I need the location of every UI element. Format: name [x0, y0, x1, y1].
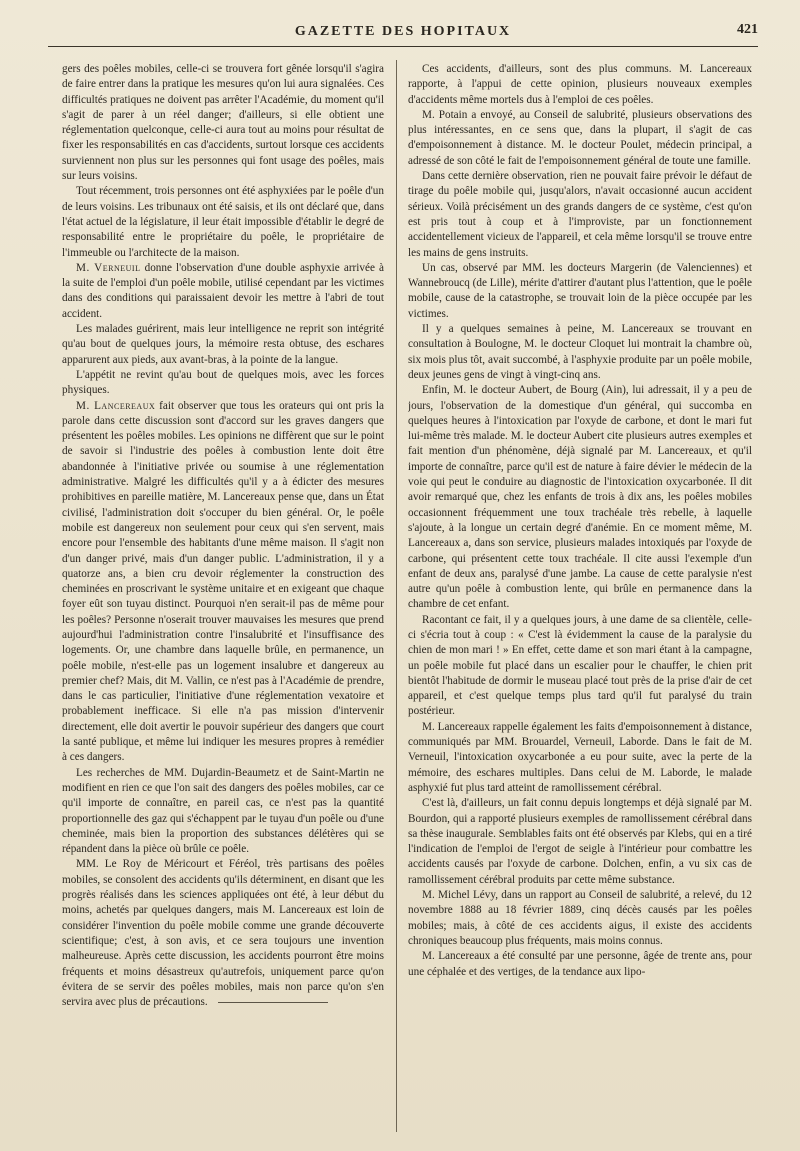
paragraph-text: MM. Le Roy de Méricourt et Féréol, très partisans des poêles mobiles, se consolent des accidents qu'ils déterminent, en disant que les progrès réalisés dans les sciences appliquées ont été, à leur début du moins, achetés par quelques dangers, mais M. Lancereaux est loin de considérer l'invention du poêle mobile comme une grande découverte scientifique; c'est, à son avis, et ce sera toujours une invention malheureuse. Après cette discussion, les accidents pourront être moins fréquents et moins désastreux qu'autrefois, uniquement parce qu'on évitera de se servir des poêles mobiles, mais non parce qu'on s'en servira avec plus de précautions.	[62, 858, 384, 1009]
page-header	[48, 20, 758, 47]
paragraph	[62, 399, 384, 766]
speaker-name: M. Lancereaux	[76, 399, 156, 412]
paragraph: gers des poêles mobiles, celle-ci se trouvera fort gênée lorsqu'il s'agira de faire entrer dans la pratique les mesures qu'on lui aura signalées. Ces difficultés pratiques ne doivent pas arrêter l'Académie, du moment qu'il s'agit de parer à un réel danger; d'ailleurs, si elle obtient une réglementation quelconque, celle-ci aura tout au moins pour résultat de fixer les responsabilités en cas d'accidents, surtout lorsque ces accidents surviennent non plus sur les personnes qui font usage des poêles, mais sur leurs voisins.	[62, 63, 384, 183]
paragraph: Dans cette dernière observation, rien ne pouvait faire prévoir le défaut de tirage du poêle mobile qui, jusqu'alors, n'avait occasionné aucun accident sérieux. Voilà précisément un des grands dangers de ce système, c'est qu'on est pris tout à coup et à l'improviste, par un fonctionnement accidentellement vicieux de l'appareil, et cela même lorsqu'il se trouve entre les mains de gens instruits.	[408, 170, 752, 259]
paragraph: M. Lancereaux a été consulté par une personne, âgée de trente ans, pour une céphalée et des vertiges, de la tendance aux lipo-	[408, 950, 752, 978]
paragraph	[62, 857, 384, 1010]
speaker-name: M. Verneuil	[76, 261, 141, 274]
paragraph: L'appétit ne revint qu'au bout de quelques mois, avec les forces physiques.	[62, 368, 384, 397]
paragraph-text: donne l'observation d'une double asphyxie arrivée à la suite de l'emploi d'un poêle mobile, utilisé cependant par les victimes dans des conditions qui paraissaient devoir les mettre à l'abri de tout accident.	[62, 261, 384, 320]
paragraph: Tout récemment, trois personnes ont été asphyxiées par le poêle d'un de leurs voisins. Les tribunaux ont été saisis, et ils ont déclaré que, dans l'état actuel de la législature, il leur était impossible d'établir le degré de responsabilité entre le propriétaire du poêle, le propriétaire de l'immeuble ou l'architecte de la maison.	[62, 185, 384, 259]
paragraph: M. Potain a envoyé, au Conseil de salubrité, plusieurs observations des plus intéressantes, en ce sens que, dans la plupart, il s'agit de cas d'empoisonnement à distance. M. le docteur Poulet, médecin principal, a adressé de son côté le fait de l'empoisonnement général de toute une famille.	[408, 108, 752, 167]
paragraph: Ces accidents, d'ailleurs, sont des plus communs. M. Lancereaux rapporte, à l'appui de cette opinion, plusieurs nouveaux exemples d'accidents même mortels dus à l'emploi de ces poêles.	[408, 63, 752, 106]
paragraph: Les recherches de MM. Dujardin-Beaumetz et de Saint-Martin ne modifient en rien ce que l'on sait des dangers des poêles mobiles, car ce qu'il importe de connaître, en pareil cas, ce n'est pas la quantité proportionnelle des gaz qui s'échappent par le tuyau d'un poêle ou d'une cheminée, mais bien la proportion des substances délétères qui se répandent dans la pièce où brûle ce poêle.	[62, 766, 384, 856]
paragraph: Il y a quelques semaines à peine, M. Lancereaux se trouvant en consultation à Boulogne, M. le docteur Cloquet lui montrait la chambre où, six mois plus tôt, avait succombé, à l'asphyxie produite par un poêle mobile, deux jeunes gens de vingt à vingt-cinq ans.	[408, 323, 752, 381]
section-end-rule	[218, 1002, 328, 1003]
left-column	[62, 62, 384, 1142]
running-title: GAZETTE DES HOPITAUX	[294, 24, 512, 39]
paragraph: Racontant ce fait, il y a quelques jours, à une dame de sa clientèle, celle-ci s'écria tout à coup : « C'est là évidemment la cause de la paralysie du chien de mon mari ! » En effet, cette dame et son mari étant à la campagne, un poêle mobile fut placé dans un escalier pour le chauffer, le chien prit bientôt l'habitude de dormir le museau placé tout près de la prise d'air de cet appareil, et c'est quelque temps plus tard qu'il fut paralysé du train postérieur.	[408, 613, 752, 718]
paragraph: M. Michel Lévy, dans un rapport au Conseil de salubrité, a relevé, du 12 novembre 1888 au 18 février 1889, cinq décès causés par les poêles mobiles; mais, à côté de ces accidents aigus, il existe des accidents chroniques beaucoup plus fréquents, mais moins connus.	[408, 889, 752, 947]
page-number: 421	[737, 22, 758, 37]
paragraph: Les malades guérirent, mais leur intelligence ne reprit son intégrité qu'au bout de quelques jours, la mémoire resta obtuse, des eschares apparurent aux pieds, aux avant-bras, à la pointe de la langue.	[62, 323, 384, 366]
right-column	[408, 62, 752, 1142]
paragraph: C'est là, d'ailleurs, un fait connu depuis longtemps et déjà signalé par M. Bourdon, qui a rapporté plusieurs exemples de ramollissement cérébral dans sa thèse inaugurale. Semblables faits ont été observés par Klebs, qui en a tiré l'indication de l'emploi de l'ergot de seigle à l'intérieur pour combattre les accidents causés par l'oxyde de carbone. Dolchen, enfin, a vu six cas de ramollissement cérébral produits par cette même substance.	[408, 797, 752, 886]
paragraph	[62, 261, 384, 322]
paragraph: Enfin, M. le docteur Aubert, de Bourg (Ain), lui adressait, il y a peu de jours, l'observation de la domestique d'un général, qui succomba en quelques heures à l'intoxication par l'oxyde de carbone, et dont le mari fut lui-même très malade. M. le docteur Aubert cite plusieurs autres exemples et fait mention d'un phénomène, déjà signalé par M. Lancereaux, et qu'il importe de connaître, parce qu'il est de nature à faire dévier le médecin de la voie qui peut le conduire au diagnostic de l'intoxication oxycarbonée. Il dit avoir remarqué que, chez les enfants de trois à dix ans, les poêles mobiles occasionnent fréquemment une toux trachéale très rebelle, à laquelle s'ajoute, à la longue un certain degré d'anémie. En ce moment même, M. Lancereaux a, dans son service, plusieurs malades intoxiqués par l'oxyde de carbone, qui présentent cette toux trachéale. Il cite aussi l'exemple d'un enfant de deux ans, paralysé d'une jambe. La cause de cette paralysie n'est autre qu'un poêle à combustion lente, qui brûle en permanence dans la chambre de cet enfant.	[408, 384, 752, 611]
paragraph: M. Lancereaux rappelle également les faits d'empoisonnement à distance, communiqués par MM. Brouardel, Verneuil, Laborde. Dans le fait de M. Verneuil, l'intoxication oxycarbonée a eu pour suite, avec la perte de la mémoire, des eschares multiples. Dans celui de M. Laborde, le malade asphyxié fut plus tard atteint de ramollissement cérébral.	[408, 720, 752, 794]
paragraph-text: fait observer que tous les orateurs qui ont pris la parole dans cette discussion sont d'accord sur les graves dangers que présentent les poêles mobiles. Les opinions ne diffèrent que sur le point de savoir si l'industrie des poêles à combustion lente doit être abandonnée à l'initiative privée ou soumise à une réglementation administrative. Malgré les difficultés qu'il y a à édicter des mesures prohibitives en pareille matière, M. Lancereaux pense que, dans un État civilisé, l'administration doit s'occuper du bien général. Or, le poêle mobile est dangereux non seulement pour ceux qui s'en servent, mais encore pour l'ensemble des habitants d'une même maison. Il s'agit non d'un danger privé, mais d'un danger public. L'administration, il y a quatorze ans, a bien cru devoir réglementer la construction des cheminées en proscrivant le système unitaire et en exigeant que chaque foyer eût son tuyau distinct. Pourquoi n'en serait-il pas de même pour les poêles? Personne n'oserait trouver mauvaises les mesures que prend aujourd'hui l'administration contre l'insalubrité et l'insuffisance des logements. Or, une chambre dans laquelle brûle, en permanence, un poêle mobile, n'est-elle pas un logement insalubre et dangereux au premier chef? Mais, dit M. Vallin, ce n'est pas à l'Académie de prendre, dans le cas particulier, l'initiative d'une réglementation vexatoire et probablement inefficace. Si elle n'a pas mission d'intervenir directement, elle doit avertir le pouvoir supérieur des dangers que court la santé publique, et même lui indiquer les mesures propres à remédier à ces dangers.	[62, 399, 384, 764]
column-divider	[396, 60, 397, 1132]
paragraph: Un cas, observé par MM. les docteurs Margerin (de Valenciennes) et Wannebroucq (de Lille), mérite d'attirer d'autant plus l'attention, que le poêle mobile, cause de la catastrophe, se trouvait loin de la pièce occupée par les victimes.	[408, 261, 752, 320]
